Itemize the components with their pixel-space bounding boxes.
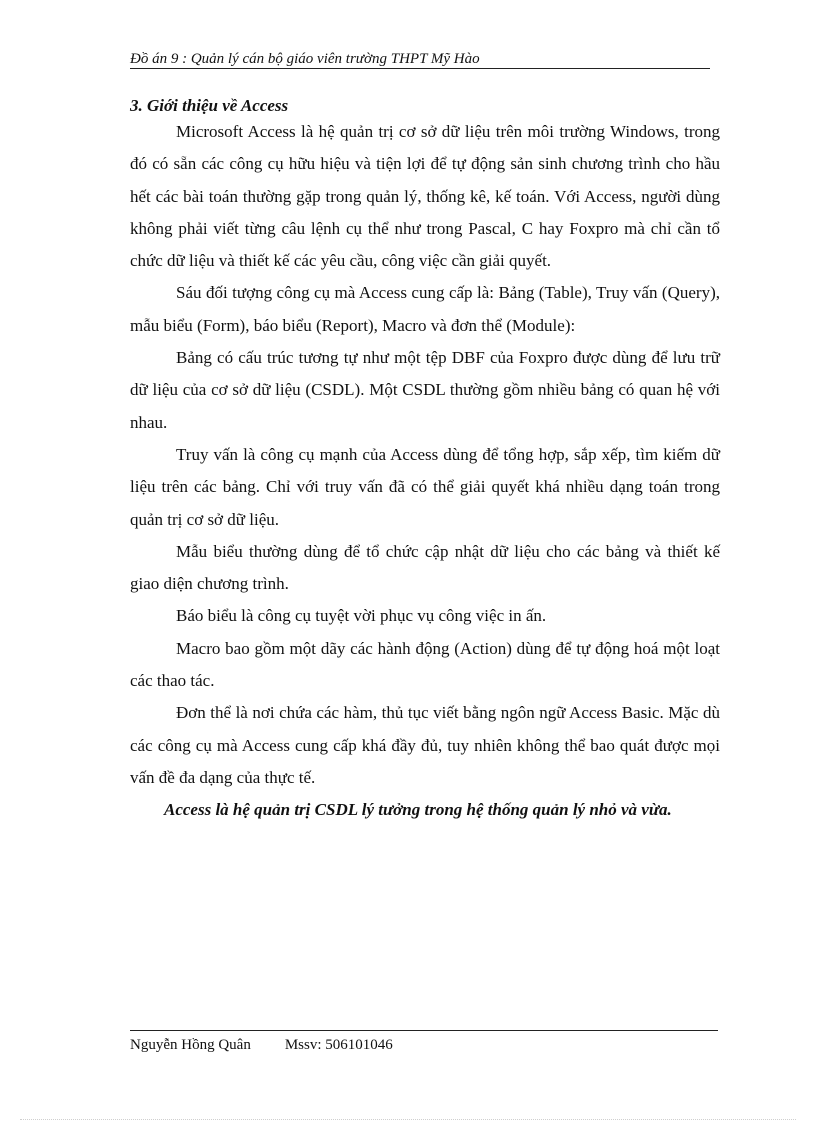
footer-divider — [130, 1030, 718, 1031]
page-bottom-edge — [20, 1119, 796, 1120]
page-header-title: Đồ án 9 : Quản lý cán bộ giáo viên trường THPT Mỹ Hào — [130, 51, 480, 67]
paragraph-objects: Sáu đối tượng công cụ mà Access cung cấp là: Bảng (Table), Truy vấn (Query), mẫu biểu (Form), báo biểu (Report), Macro và đơn thể (Module): — [130, 283, 720, 335]
footer-author: Nguyễn Hồng Quân — [130, 1037, 251, 1053]
document-body — [130, 96, 720, 827]
paragraph-query: Truy vấn là công cụ mạnh của Access dùng để tổng hợp, sắp xếp, tìm kiếm dữ liệu trên các bảng. Chỉ với truy vấn đã có thể giải quyết khá nhiều dạng toán trong quản trị cơ sở dữ liệu. — [130, 444, 720, 529]
section-heading: 3. Giới thiệu về Access — [130, 96, 289, 115]
paragraph-module: Đơn thể là nơi chứa các hàm, thủ tục viết bằng ngôn ngữ Access Basic. Mặc dù các công cụ mà Access cung cấp khá đầy đủ, tuy nhiên không thể bao quát được mọi vấn đề đa dạng của thực tế. — [130, 703, 720, 787]
footer-student-id: Mssv: 506101046 — [284, 1037, 393, 1053]
paragraph-report: Báo biểu là công cụ tuyệt vời phục vụ công việc in ấn. — [176, 606, 547, 626]
paragraph-table: Bảng có cấu trúc tương tự như một tệp DBF của Foxpro được dùng để lưu trữ dữ liệu của cơ sở dữ liệu (CSDL). Một CSDL thường gồm nhiều bảng có quan hệ với nhau. — [130, 348, 720, 432]
header-divider — [130, 68, 710, 69]
conclusion-text: Access là hệ quản trị CSDL lý tưởng trong hệ thống quản lý nhỏ và vừa. — [164, 800, 672, 820]
page-footer — [130, 1036, 393, 1054]
paragraph-form: Mẫu biểu thường dùng để tổ chức cập nhật dữ liệu cho các bảng và thiết kế giao diện chương trình. — [130, 541, 720, 594]
paragraph-macro: Macro bao gồm một dãy các hành động (Action) dùng để tự động hoá một loạt các thao tác. — [130, 638, 720, 691]
paragraph-intro: Microsoft Access là hệ quản trị cơ sở dữ liệu trên môi trường Windows, trong đó có sẵn các công cụ hữu hiệu và tiện lợi để tự động sản sinh chương trình cho hầu hết các bài toán thường gặp trong quản lý, thống kê, kế toán. Với Access, người dùng không phải viết từng câu lệnh cụ thể như trong Pascal, C hay Foxpro mà chỉ cần tổ chức dữ liệu và thiết kế các yêu cầu, công việc cần giải quyết. — [130, 122, 720, 271]
